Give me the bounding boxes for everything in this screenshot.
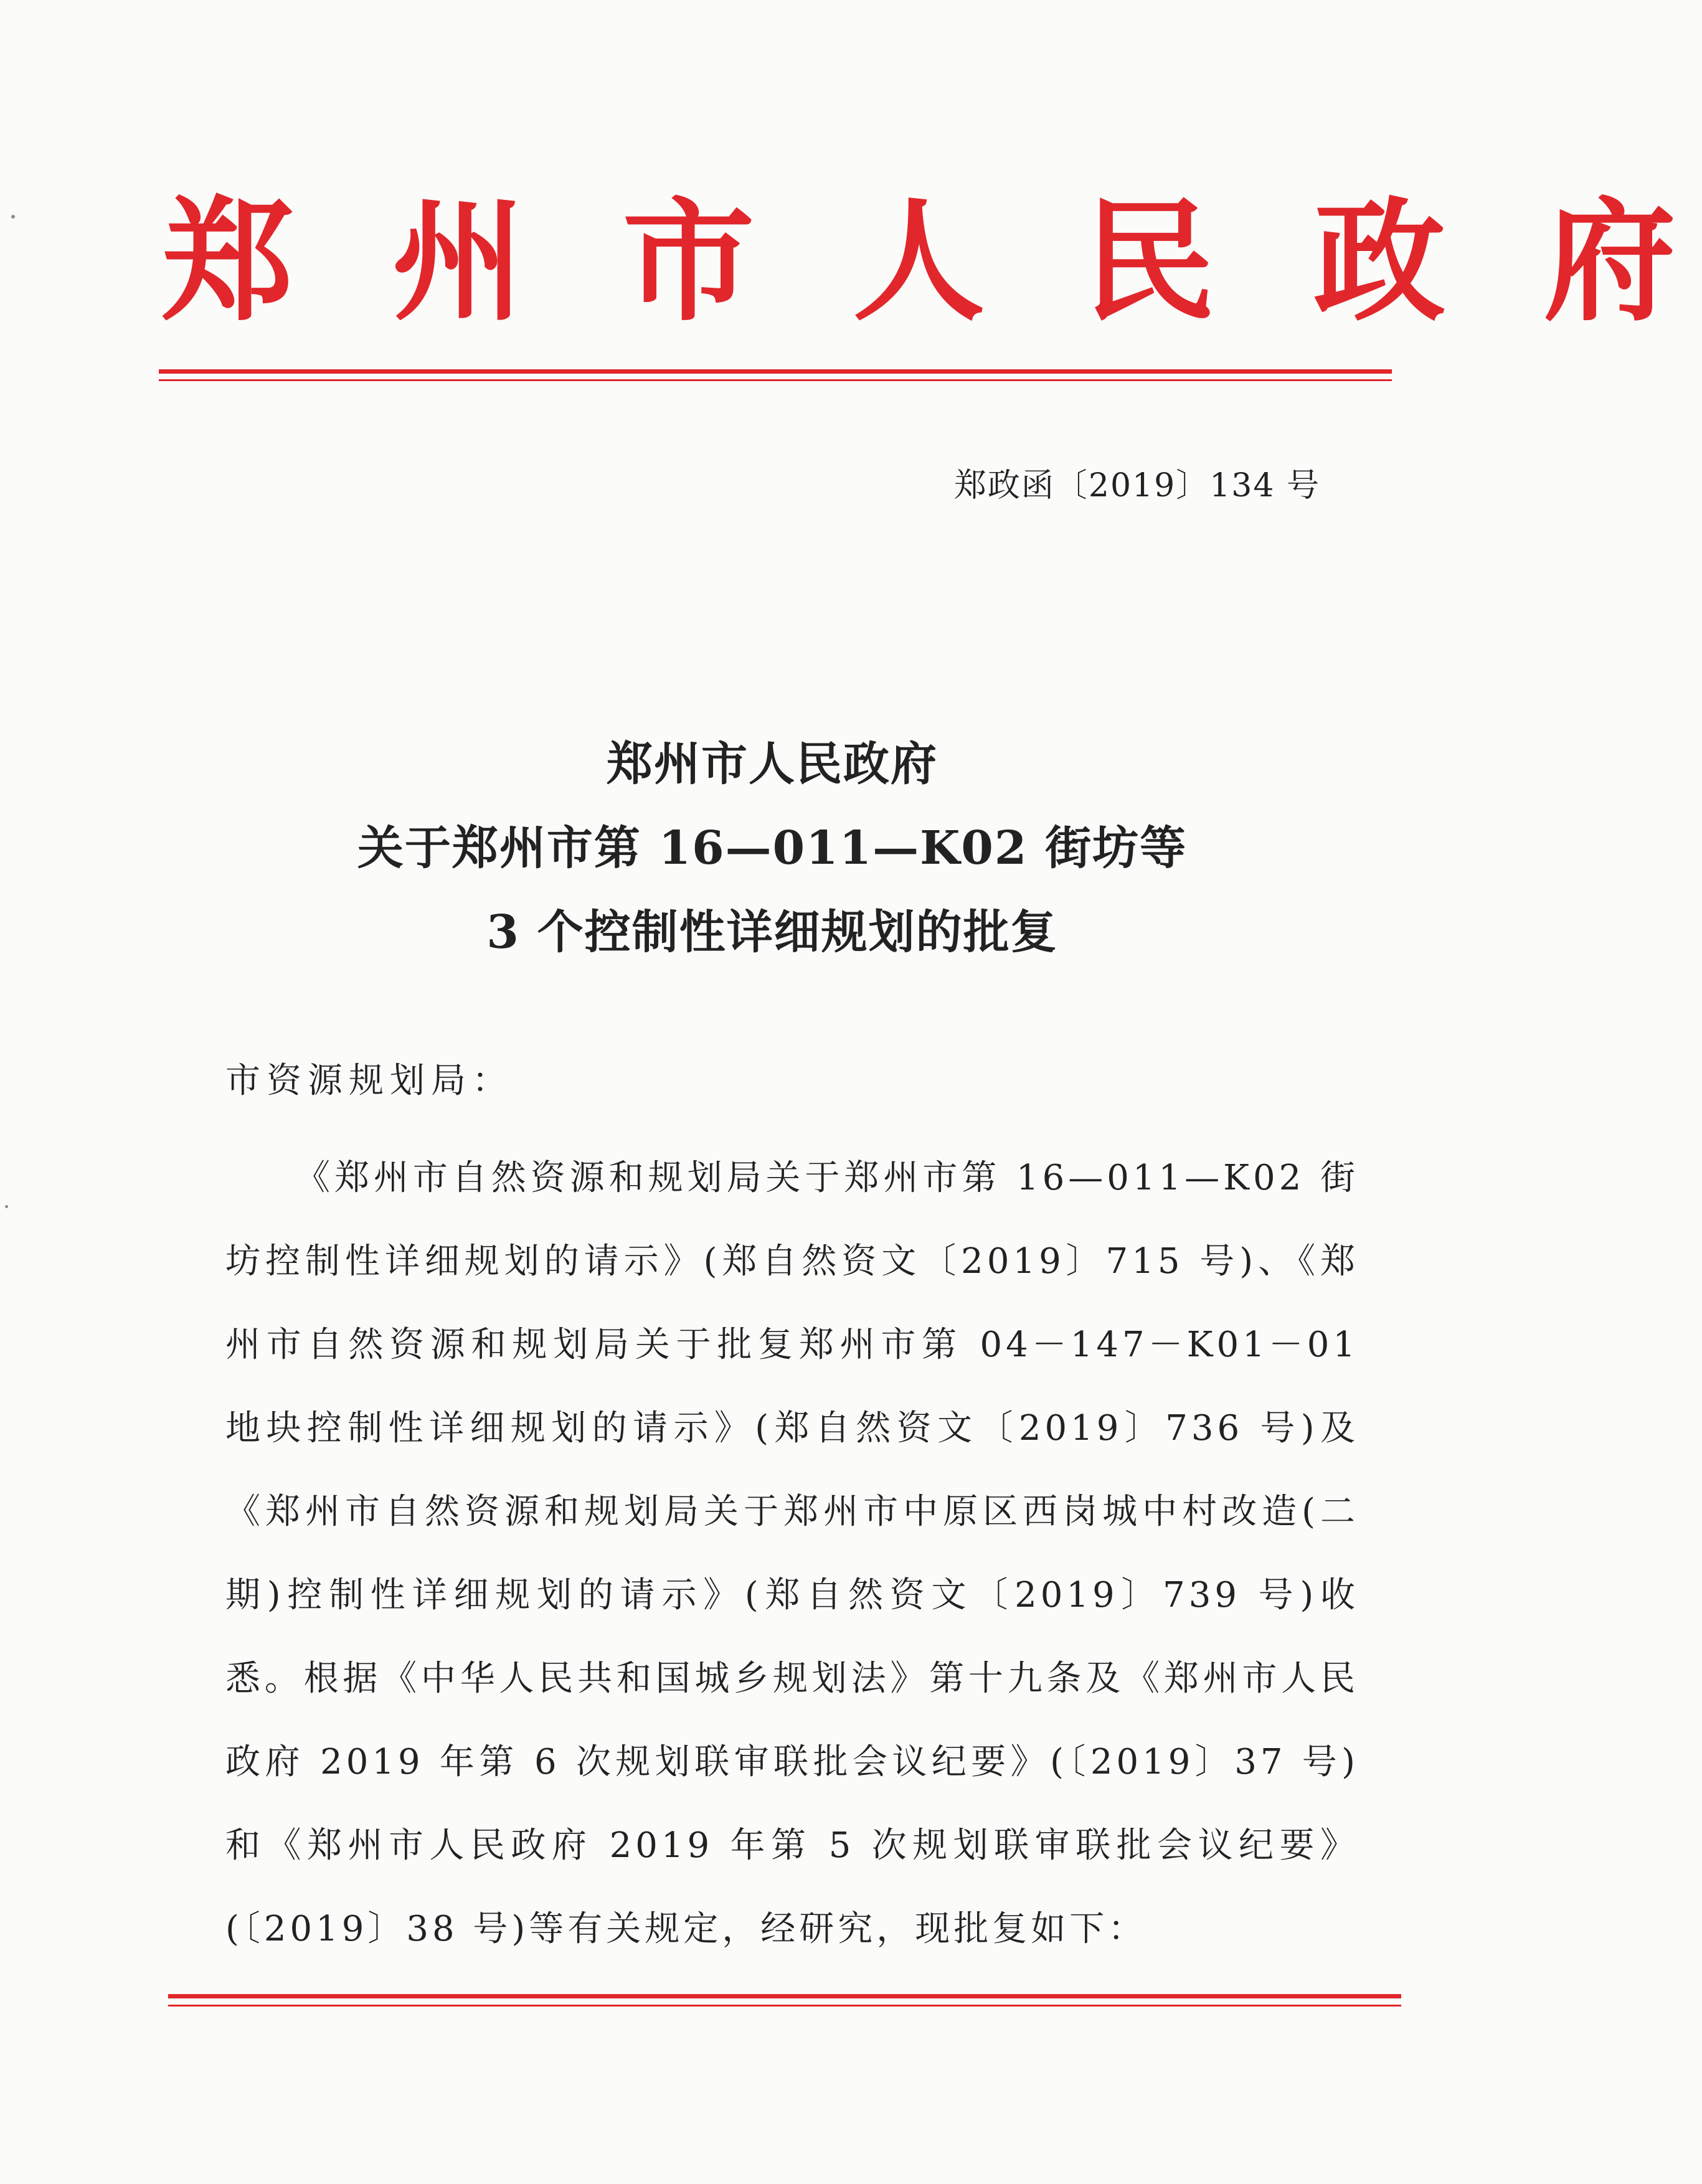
scan-speck xyxy=(5,1205,8,1208)
footer-divider-thin xyxy=(168,2005,1401,2007)
footer-divider-thick xyxy=(168,1994,1401,1998)
body-paragraph: 《郑州市自然资源和规划局关于郑州市第 16—011—K02 街坊控制性详细规划的请示》(郑自然资文〔2019〕715 号)、《郑州市自然资源和规划局关于批复郑州市第 04－147－K01－01 地块控制性详细规划的请示》(郑自然资文〔2019〕736 号)及《郑州市自然资源和规划局关于郑州市中原区西岗城中村改造(二期)控制性详细规划的请示》(郑自然资文〔2019〕739 号)收悉。根据《中华人民共和国城乡规划法》第十九条及《郑州市人民政府 2019 年第 6 次规划联审联批会议纪要》(〔2019〕37 号)和《郑州市人民政府 2019 年第 5 次规划联审联批会议纪要》(〔2019〕38 号)等有关规定，经研究，现批复如下： xyxy=(225,1158,1359,1949)
header-divider-thick xyxy=(159,369,1392,374)
issuer-header: 郑 州 市 人 民 政 府 xyxy=(162,184,1702,339)
title-line-2: 关于郑州市第 16—011—K02 街坊等 xyxy=(357,821,1188,875)
header-divider-thin xyxy=(159,379,1392,381)
salutation: 市资源规划局： xyxy=(225,1061,513,1101)
scan-speck xyxy=(11,215,15,219)
document-number: 郑政函〔2019〕134 号 xyxy=(953,467,1320,504)
title-line-3: 3 个控制性详细规划的批复 xyxy=(486,905,1058,959)
document-title xyxy=(187,722,1358,975)
title-line-1: 郑州市人民政府 xyxy=(607,737,938,791)
